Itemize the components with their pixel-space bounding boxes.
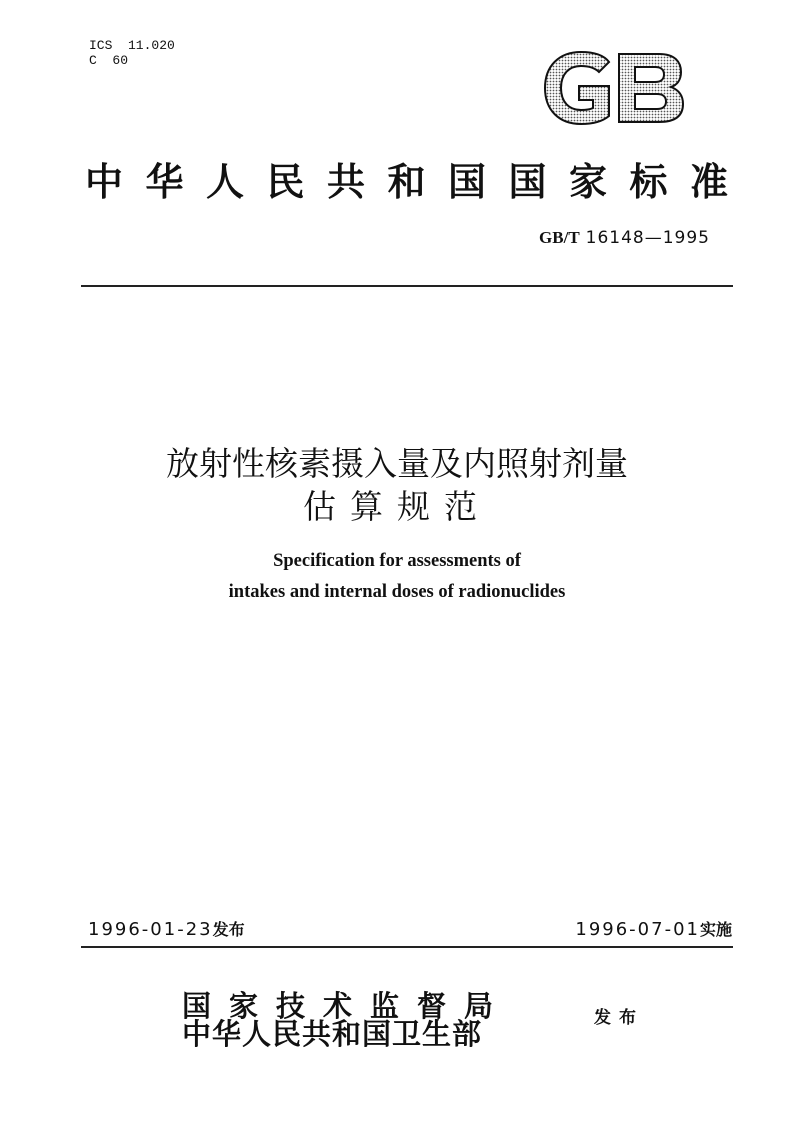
issue-date-value: 1996-01-23: [88, 919, 213, 940]
implement-date-label: 实施: [699, 920, 732, 939]
issue-date-label: 发布: [212, 920, 245, 939]
standard-number-prefix: GB/T: [539, 228, 580, 247]
gb-logo: [543, 50, 685, 126]
standard-number: [539, 228, 710, 248]
ccs-code: C 60: [89, 53, 129, 68]
title-cn-line1: 放射性核素摄入量及内照射剂量: [166, 444, 628, 483]
classification-codes: [89, 38, 175, 68]
issuer-line2: [182, 1012, 550, 1053]
national-standard-title-text: 中华人民共和国国家标准: [85, 158, 751, 204]
national-standard-title: [85, 150, 751, 206]
title-cn-line2: 估算规范: [303, 487, 491, 526]
implement-date: [575, 917, 732, 940]
publish-label: 发布: [594, 1008, 644, 1028]
issuer-line2-text: 中华人民共和国卫生部: [182, 1017, 483, 1051]
issue-date: [88, 917, 245, 940]
title-en-line2: intakes and internal doses of radionuclides: [228, 582, 566, 602]
header-divider: [81, 285, 733, 287]
standard-number-value: 16148—1995: [585, 228, 710, 248]
footer-divider: [81, 946, 733, 948]
implement-date-value: 1996-07-01: [575, 919, 700, 940]
title-en-line1: Specification for assessments of: [273, 551, 521, 571]
issuer-line1-text: 国家技术监督局: [182, 989, 512, 1023]
ics-code: ICS 11.020: [89, 38, 175, 53]
